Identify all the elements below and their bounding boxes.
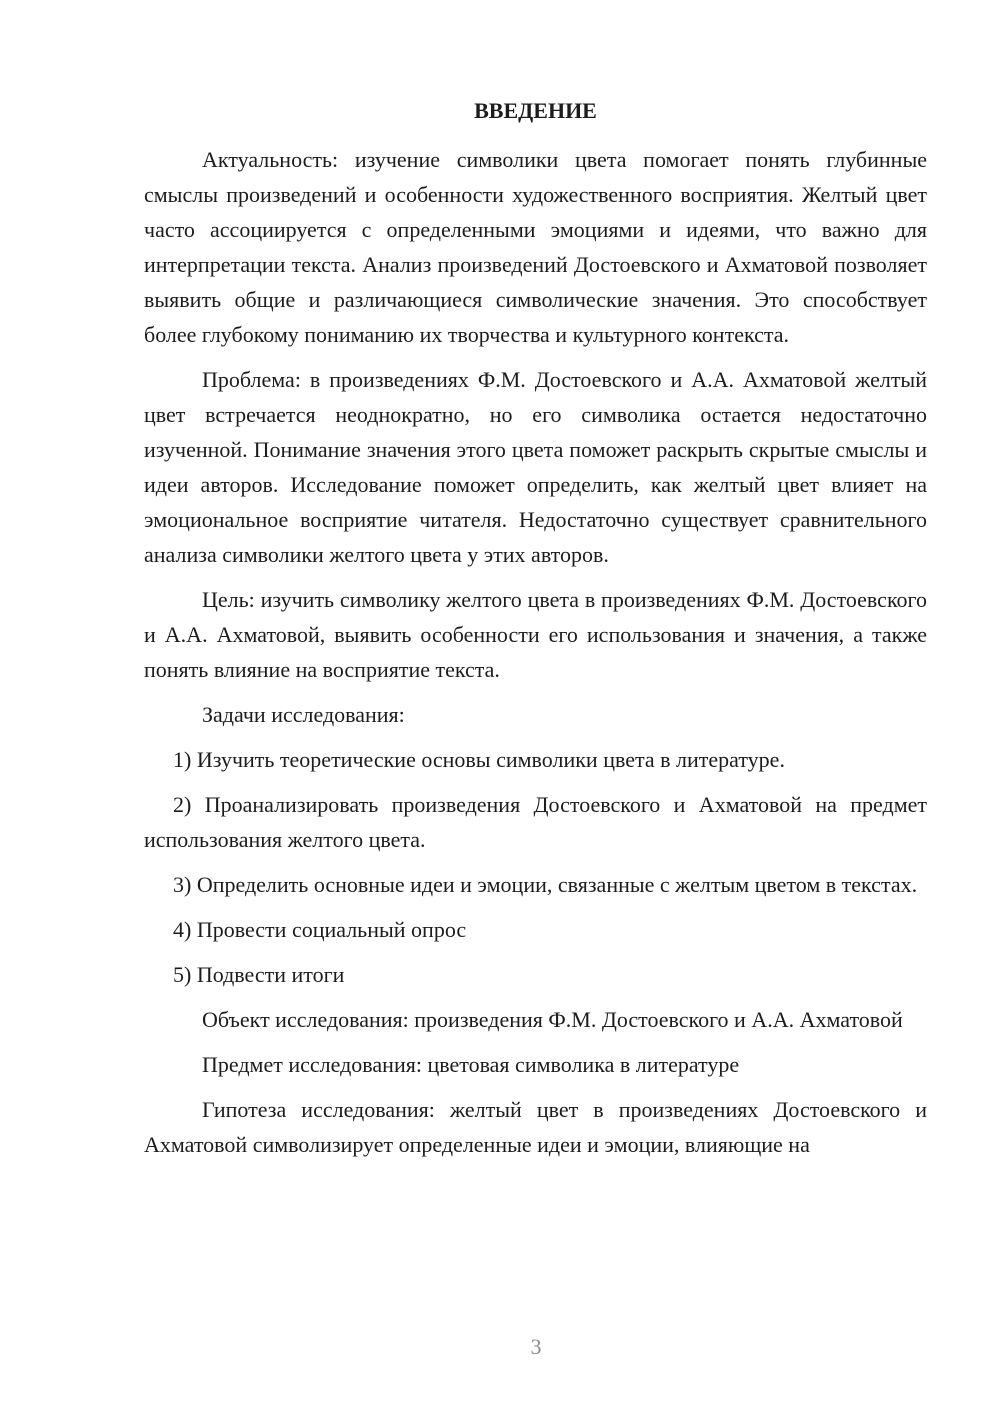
subject-paragraph: Предмет исследования: цветовая символика в литературе (202, 1052, 740, 1077)
page-number: 3 (530, 1334, 542, 1359)
problem-paragraph: Проблема: в произведениях Ф.М. Достоевского и А.А. Ахматовой желтый цвет встречается неоднократно, но его символика остается недостаточно изученной. Понимание значения этого цвета поможет раскрыть скрытые смыслы и идеи авторов. Исследование поможет определить, как желтый цвет влияет на эмоциональное восприятие читателя. Недостаточно существует сравнительного анализа символики желтого цвета у этих авторов. (144, 367, 927, 567)
goal-paragraph: Цель: изучить символику желтого цвета в произведениях Ф.М. Достоевского и А.А. Ахматовой, выявить особенности его использования и значения, а также понять влияние на восприятие текста. (144, 587, 927, 682)
section-heading: ВВЕДЕНИЕ (474, 98, 597, 123)
task-item: 4) Провести социальный опрос (173, 917, 467, 942)
page-content (144, 96, 927, 1172)
hypothesis-paragraph: Гипотеза исследования: желтый цвет в произведениях Достоевского и Ахматовой символизирует определенные идеи и эмоции, влияющие на (144, 1097, 927, 1157)
task-item: 5) Подвести итоги (173, 962, 345, 987)
task-item: 3) Определить основные идеи и эмоции, связанные с желтым цветом в текстах. (173, 872, 918, 897)
task-item: 1) Изучить теоретические основы символики цвета в литературе. (173, 747, 785, 772)
task-item: 2) Проанализировать произведения Достоевского и Ахматовой на предмет использования желтого цвета. (144, 792, 927, 852)
relevance-paragraph: Актуальность: изучение символики цвета помогает понять глубинные смыслы произведений и особенности художественного восприятия. Желтый цвет часто ассоциируется с определенными эмоциями и идеями, что важно для интерпретации текста. Анализ произведений Достоевского и Ахматовой позволяет выявить общие и различающиеся символические значения. Это способствует более глубокому пониманию их творчества и культурного контекста. (144, 147, 927, 347)
tasks-title: Задачи исследования: (202, 702, 405, 727)
object-paragraph: Объект исследования: произведения Ф.М. Достоевского и А.А. Ахматовой (202, 1007, 903, 1032)
